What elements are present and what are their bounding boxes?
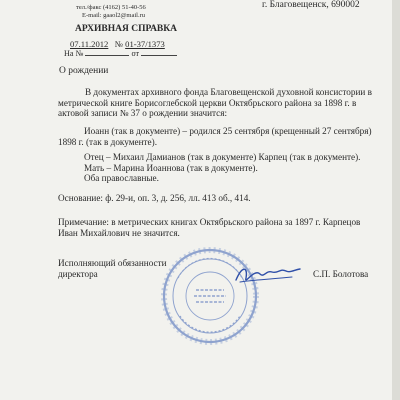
contacts-email: E-mail: gaaol2@mail.ru	[82, 12, 146, 19]
subject-line: О рождении	[59, 66, 109, 76]
doc-number: 01-37/1373	[125, 39, 165, 49]
contacts-phone: тел./факс (4162) 51-40-56	[76, 4, 146, 11]
signer-role	[58, 258, 167, 279]
official-stamp-icon	[160, 246, 260, 346]
faith-line: Оба православные.	[84, 173, 159, 184]
doc-date-number-line	[70, 39, 165, 49]
doc-type-title: АРХИВНАЯ СПРАВКА	[75, 24, 178, 34]
ot-blank	[141, 55, 177, 56]
doc-date: 07.11.2012	[70, 39, 109, 49]
note-paragraph	[58, 217, 360, 238]
intro-paragraph	[58, 87, 372, 119]
signer-role-line1: Исполняющий обязанности	[58, 258, 167, 268]
parents-record	[84, 152, 360, 184]
page-edge-shadow	[392, 0, 400, 400]
note-line: Иван Михайлович не значится.	[58, 227, 180, 238]
intro-line: В документах архивного фонда Благовещенской духовной консистории в	[85, 87, 372, 97]
number-sign: №	[114, 39, 124, 49]
father-line: Отец – Михаил Дамианов (так в документе) Карпец (так в документе).	[84, 152, 361, 162]
child-line: 1898 г. (так в документе).	[58, 136, 157, 147]
signer-role-line2: директора	[58, 268, 98, 279]
reference-line	[64, 49, 177, 58]
na-label: На №	[64, 49, 84, 58]
address-right: г. Благовещенск, 690002	[262, 0, 360, 10]
na-blank	[85, 55, 129, 56]
mother-line: Мать – Марина Иоаннова (так в документе).	[84, 162, 258, 173]
child-record	[58, 126, 372, 147]
basis-line: Основание: ф. 29-и, оп. 3, д. 256, лл. 413 об., 414.	[58, 193, 251, 203]
ot-label: от	[131, 49, 140, 58]
signer-name: С.П. Болотова	[313, 269, 369, 279]
child-line: Иоанн (так в документе) – родился 25 сентября (крещенный 27 сентября)	[84, 126, 372, 136]
intro-line: актовой записи № 37 о рождении значится:	[58, 108, 228, 119]
note-line: Примечание: в метрических книгах Октябрьского района за 1897 г. Карпецов	[58, 217, 361, 227]
handwritten-signature-icon	[232, 262, 302, 288]
intro-line: метрической книге Борисоглебской церкви Октябрьского района за 1898 г. в	[58, 97, 357, 108]
